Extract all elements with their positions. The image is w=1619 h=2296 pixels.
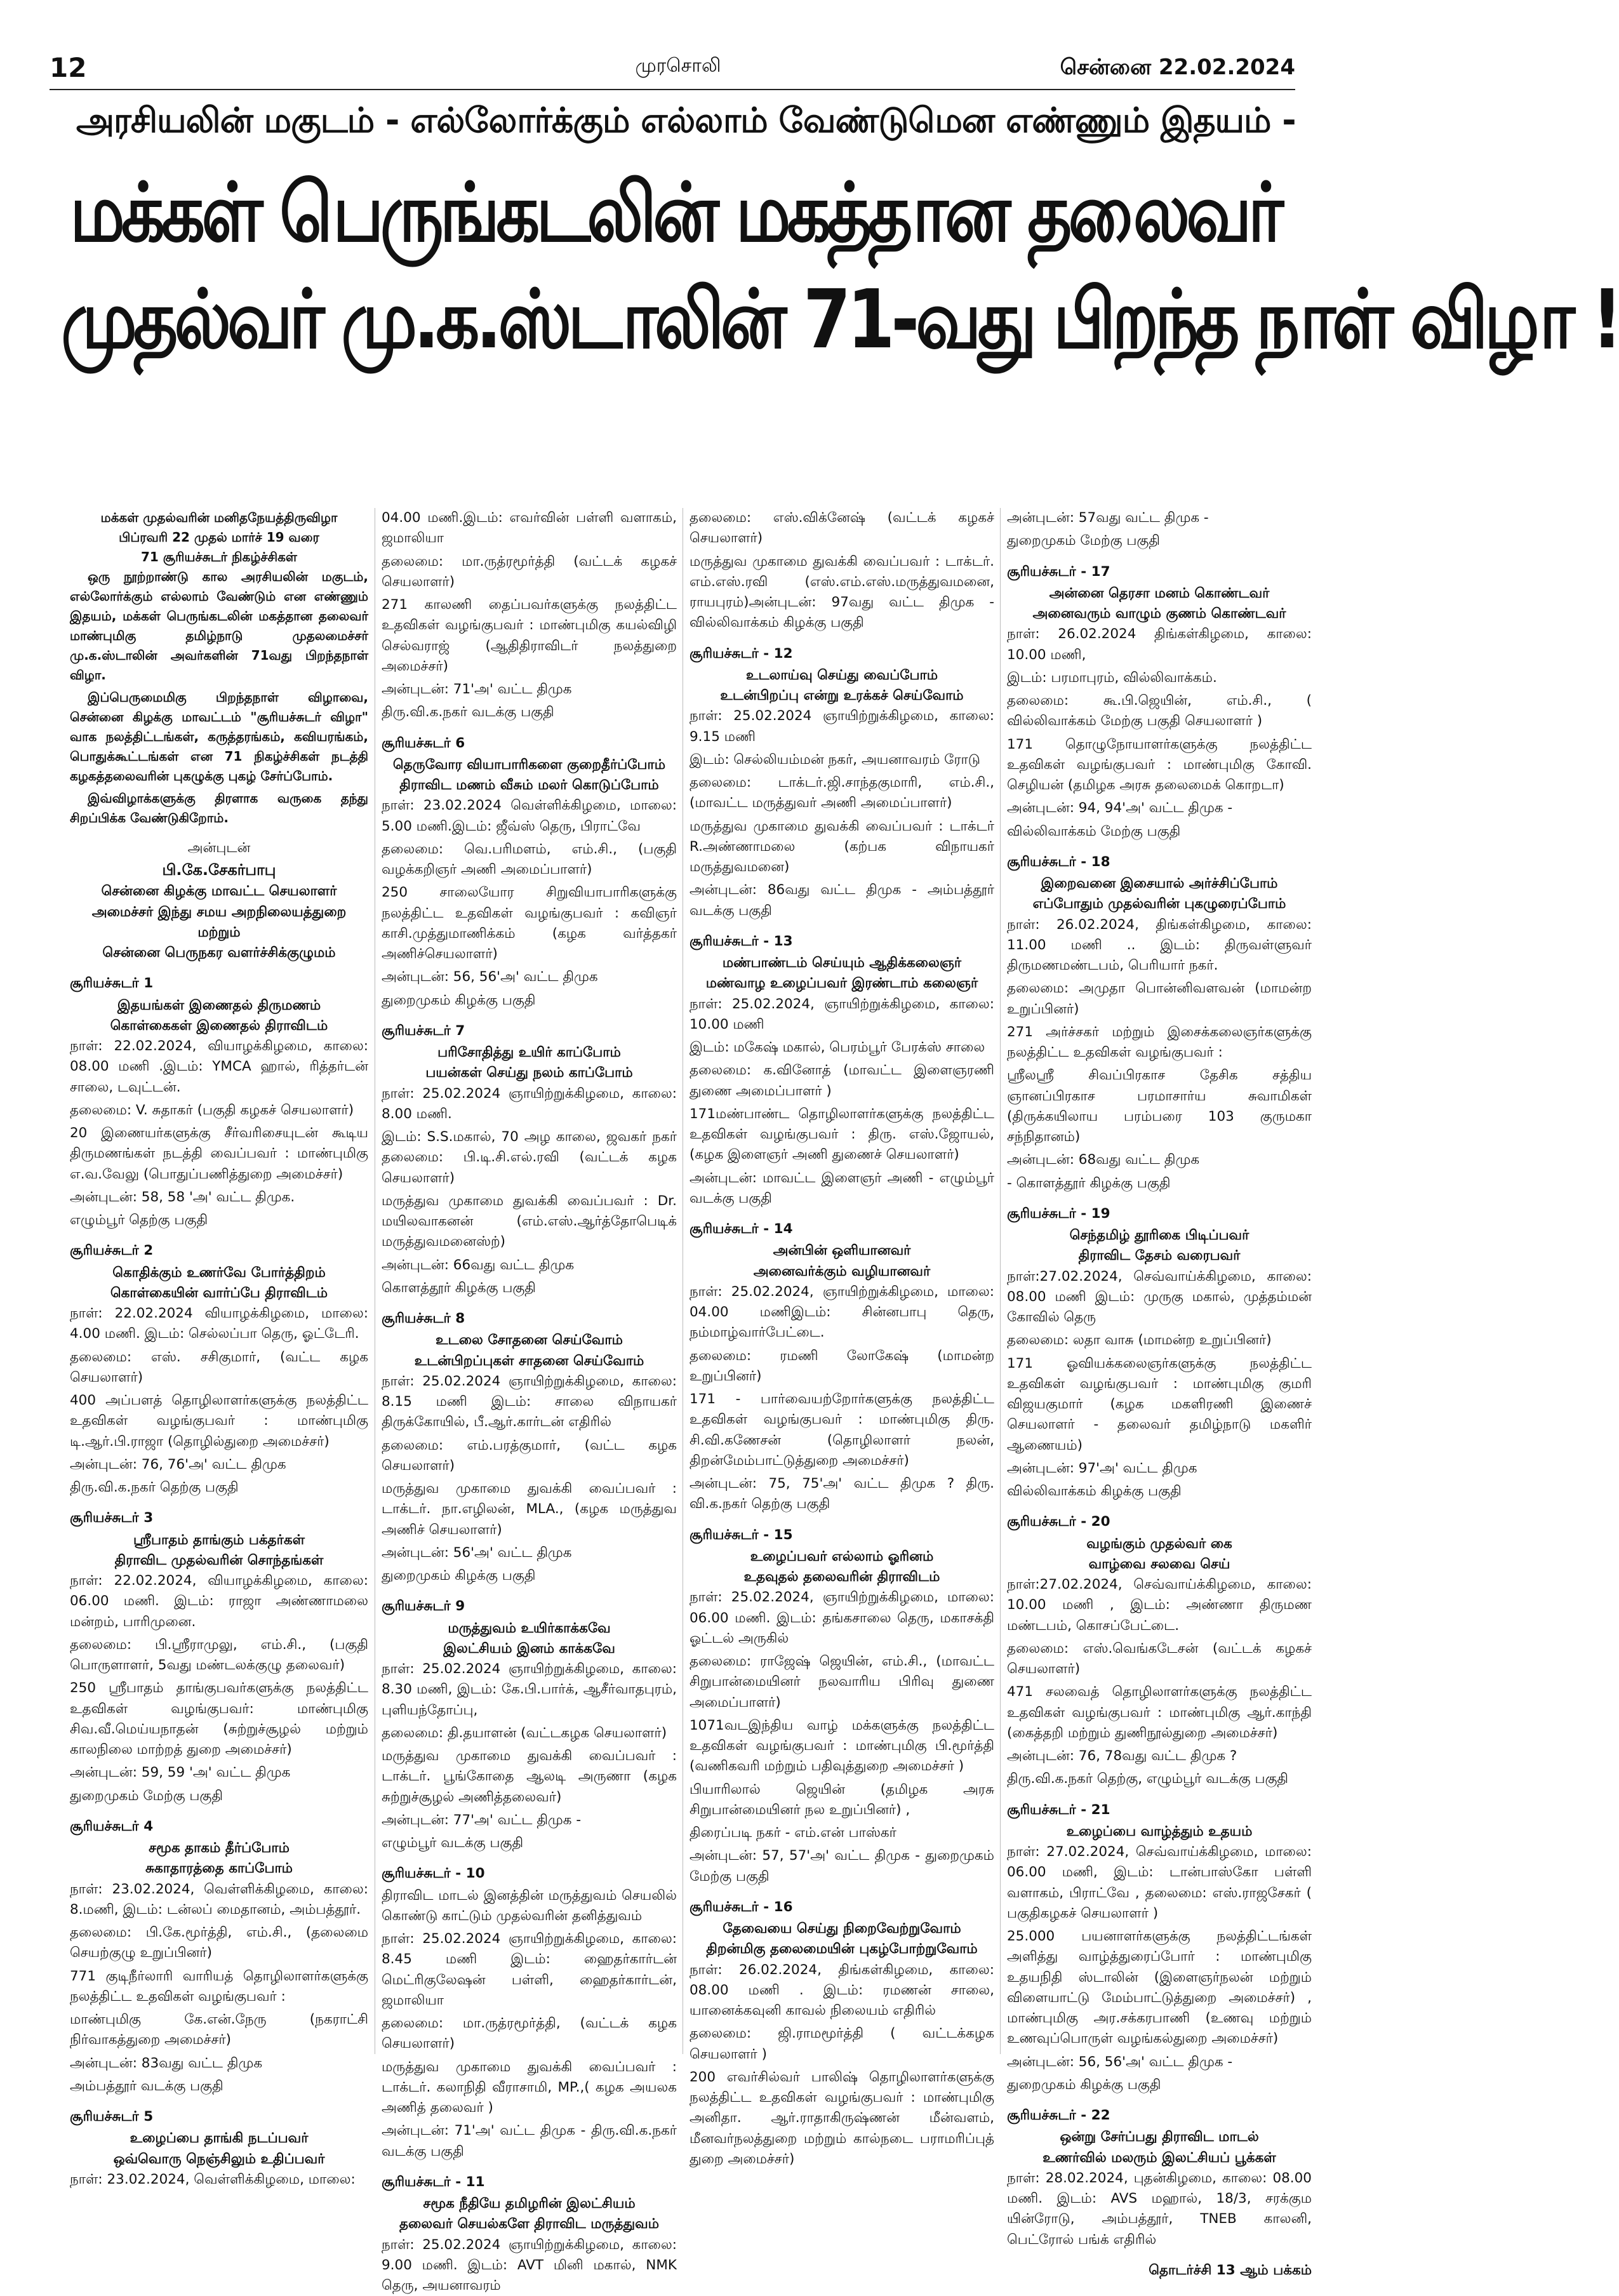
event-block (1007, 1512, 1312, 1789)
event-title: உடலாய்வு செய்து வைப்போம் (690, 665, 994, 686)
event-label: சூரியச்சுடர் - 10 (382, 1864, 677, 1884)
event-label: சூரியச்சுடர் - 22 (1007, 2106, 1312, 2126)
column-1 (70, 508, 368, 2054)
signatory-role-4: சென்னை பெருநகர வளர்ச்சிக்குழுமம் (70, 943, 368, 963)
event-line: 25.000 பயனாளர்களுக்கு நலத்திட்டங்கள் அளித்து வாழ்த்துரைப்போர் : மாண்புமிகு உதயநிதி ஸ்டாலின் (இளைஞர்நலன் மற்றும் விளையாட்டு மேம்பாட்டுத்துறை அமைச்சர்) , மாண்புமிகு அர.சக்கரபாணி (உணவு மற்றும் உணவுப்பொருள் வழங்கல்துறை அமைச்சர்) (1007, 1926, 1312, 2050)
event-title: செந்தமிழ் தூரிகை பிடிப்பவர் (1007, 1225, 1312, 1246)
event-line: துறைமுகம் கிழக்கு பகுதி (382, 1566, 677, 1586)
headline-kicker: அரசியலின் மகுடம் - எல்லோர்க்கும் எல்லாம் வேண்டுமென எண்ணும் இதயம் - (76, 100, 1016, 145)
event-block (1007, 1800, 1312, 2096)
event-line: நாள்: 23.02.2024 வெள்ளிக்கிழமை, மாலை: 5.00 மணி.இடம்: ஜீவ்ஸ் தெரு, பிராட்வே (382, 796, 677, 837)
event-line: திராவிட மாடல் இனத்தின் மருத்துவம் செயலில் கொண்டு காட்டும் முதல்வரின் தனித்துவம் (382, 1886, 677, 1927)
event-block (382, 1021, 677, 1298)
event-subtitle: அனைவர்க்கும் வழியானவர் (690, 1262, 994, 1282)
event-label: சூரியச்சுடர் - 14 (690, 1219, 994, 1239)
intro-para-2: இப்பெருமைமிகு பிறந்தநாள் விழாவை, சென்னை கிழக்கு மாவட்டம் "சூரியச்சுடர் விழா" வாக நலத்திட்டங்கள், கருத்தரங்கம், கவியரங்கம், பொதுக்கூட்டங்கள் என 71 நிகழ்ச்சிகள் நடத்தி கழகத்தலைவரின் புகழுக்கு புகழ் சேர்ப்போம். (70, 688, 368, 786)
signatory-role-1: சென்னை கிழக்கு மாவட்ட செயலாளர் (70, 881, 368, 902)
event-block (1007, 1204, 1312, 1502)
event-line: நாள்: 25.02.2024, ஞாயிற்றுக்கிழமை, காலை: 10.00 மணி (690, 994, 994, 1036)
intro-para-3: இவ்விழாக்களுக்கு திரளாக வருகை தந்து சிறப்பிக்க வேண்டுகிறோம். (70, 789, 368, 828)
event-line: வில்லிவாக்கம் மேற்கு பகுதி (1007, 822, 1312, 842)
event-subtitle: சுகாதாரத்தை காப்போம் (70, 1859, 368, 1879)
event-line: நாள்: 25.02.2024 ஞாயிற்றுக்கிழமை, காலை: 9.00 மணி. இடம்: AVT மினி மகால், NMK தெரு, அயனாவரம் (382, 2235, 677, 2296)
event-title: ஒன்று சேர்ப்பது திராவிட மாடல் (1007, 2127, 1312, 2147)
signatory-role-3: மற்றும் (70, 923, 368, 943)
event-line: நாள்: 22.02.2024, வியாழக்கிழமை, காலை: 08.00 மணி .இடம்: YMCA ஹால், ரித்தர்டன் சாலை, டவுட்டன். (70, 1036, 368, 1098)
intro-head-1: மக்கள் முதல்வரின் மனிதநேயத்திருவிழா (70, 508, 368, 528)
event-line: நாள்: 26.02.2024 திங்கள்கிழமை, காலை: 10.00 மணி, (1007, 624, 1312, 665)
event-line: 171 - பார்வையற்றோர்களுக்கு நலத்திட்ட உதவிகள் வழங்குபவர் : மாண்புமிகு திரு. சி.வி.கணேசன் (தொழிலாளர் நலன், திறன்மேம்பாட்டுத்துறை அமைச்சர்) (690, 1389, 994, 1471)
event-line: தலைமை: டாக்டர்.ஜி.சாந்தகுமாரி, எம்.சி., (மாவட்ட மருத்துவர் அணி அமைப்பாளர்) (690, 773, 994, 814)
event-title: தேவையை செய்து நிறைவேற்றுவோம் (690, 1919, 994, 1939)
event-label: சூரியச்சுடர் - 15 (690, 1525, 994, 1545)
event-subtitle: கொள்கைகள் இணைதல் திராவிடம் (70, 1016, 368, 1036)
event-line: தலைமை: ராஜேஷ் ஜெயின், எம்.சி., (மாவட்ட சிறுபான்மையினர் நலவாரிய பிரிவு துணை அமைப்பாளர்) (690, 1652, 994, 1713)
event-title: சமூக நீதியே தமிழரின் இலட்சியம் (382, 2194, 677, 2214)
event-line: தலைமை: ஜி.ராமமூர்த்தி ( வட்டக்கழக செயலாளர் ) (690, 2024, 994, 2065)
event-title: இறைவனை இசையால் அர்ச்சிப்போம் (1007, 874, 1312, 894)
event-line: அன்புடன்: 68வது வட்ட திமுக (1007, 1150, 1312, 1170)
event-line: அன்புடன்: 71'அ' வட்ட திமுக (382, 679, 677, 700)
event-line: இடம்: S.S.மகால், 70 அழ காலை, ஜவகர் நகர் தலைமை: பி.டி.சி.எல்.ரவி (வட்டக் கழக செயலாளர்) (382, 1127, 677, 1189)
intro-block (70, 508, 368, 828)
event-label: சூரியச்சுடர் 7 (382, 1021, 677, 1041)
event-label: சூரியச்சுடர் - 19 (1007, 1204, 1312, 1224)
event-line: 271 காலணி தைப்பவர்களுக்கு நலத்திட்ட உதவிகள் வழங்குபவர் : மாண்புமிகு கயல்விழி செல்வராஜ் (ஆதிதிராவிடர் நலத்துறை அமைச்சர்) (382, 595, 677, 677)
event-subtitle: அனைவரும் வாழும் குணம் கொண்டவர் (1007, 604, 1312, 624)
event-label: சூரியச்சுடர் - 20 (1007, 1512, 1312, 1532)
event-line: தலைமை: கூ.பி.ஜெயின், எம்.சி., ( வில்லிவாக்கம் மேற்கு பகுதி செயலாளர் ) (1007, 691, 1312, 732)
event-line: அன்புடன்: 76, 76'அ' வட்ட திமுக (70, 1455, 368, 1475)
event-label: சூரியச்சுடர் - 21 (1007, 1800, 1312, 1820)
event-line: அன்புடன்: 56, 56'அ' வட்ட திமுக - (1007, 2052, 1312, 2072)
event-line: 20 இணையர்களுக்கு சீர்வரிசையுடன் கூடிய திருமணங்கள் நடத்தி வைப்பவர் : மாண்புமிகு எ.வ.வேலு (பொதுப்பணித்துறை அமைச்சர்) (70, 1123, 368, 1185)
event-line: வில்லிவாக்கம் கிழக்கு பகுதி (1007, 1481, 1312, 1502)
event-subtitle: வாழ்வை சலவை செய் (1007, 1554, 1312, 1575)
event-line: எழும்பூர் தெற்கு பகுதி (70, 1210, 368, 1231)
event-line: தலைமை: மா.ருத்ரமூர்த்தி (வட்டக் கழகச் செயலாளர்) (382, 552, 677, 593)
anbudan: அன்புடன் (70, 838, 368, 858)
dateline: சென்னை 22.02.2024 (1060, 55, 1295, 83)
event-line: தலைமை: பி.ஸ்ரீராமுலு, எம்.சி., (பகுதி பொருளாளர், 5வது மண்டலக்குழு தலைவர்) (70, 1635, 368, 1676)
column-3 (683, 508, 994, 2054)
intro-head-3: 71 சூரியச்சுடர் நிகழ்ச்சிகள் (70, 547, 368, 567)
event-line: 171 தொழுநோயாளர்களுக்கு நலத்திட்ட உதவிகள் வழங்குபவர் : மாண்புமிகு கோவி. செழியன் (தமிழக அரசு தலைமைக் கொறடா) (1007, 735, 1312, 796)
intro-head-2: பிப்ரவரி 22 முதல் மார்ச் 19 வரை (70, 528, 368, 547)
column-4 (1000, 508, 1312, 2054)
event-title: உழைப்பை வாழ்த்தும் உதயம் (1007, 1822, 1312, 1842)
event-line: தலைமை: எஸ். சசிகுமார், (வட்ட கழக செயலாளர்) (70, 1347, 368, 1389)
event-line: அன்புடன்: 57, 57'அ' வட்ட திமுக - துறைமுகம் மேற்கு பகுதி (690, 1846, 994, 1887)
event-subtitle: எப்போதும் முதல்வரின் புகழுரைப்போம் (1007, 894, 1312, 914)
event-line: மருத்துவ முகாமை துவக்கி வைப்பவர் : டாக்டர். பூங்கோதை ஆலடி அருணா (கழக சுற்றுச்சூழல் அணித்தலைவர்) (382, 1746, 677, 1808)
newspaper-name: முரசொலி (0, 55, 1356, 79)
event-label: சூரியச்சுடர் - 17 (1007, 562, 1312, 582)
event-title: வழங்கும் முதல்வர் கை (1007, 1534, 1312, 1554)
event-line: அன்புடன்: 75, 75'அ' வட்ட திமுக ? திரு. வி.க.நகர் தெற்கு பகுதி (690, 1474, 994, 1515)
page-number: 12 (50, 52, 86, 83)
event-label: சூரியச்சுடர் - 18 (1007, 852, 1312, 872)
event-line: தலைமை: க.வினோத் (மாவட்ட இளைஞரணி துணை அமைப்பாளர் ) (690, 1060, 994, 1102)
event-block (690, 1219, 994, 1515)
header-rule (50, 89, 1295, 90)
event-block (70, 1508, 368, 1806)
event-line: தலைமை: லதா வாசு (மாமன்ற உறுப்பினர்) (1007, 1330, 1312, 1351)
page-header (0, 0, 1356, 95)
intro-para-1: ஒரு நூற்றாண்டு கால அரசியலின் மகுடம், எல்லோர்க்கும் எல்லாம் வேண்டும் என எண்ணும் இதயம், மக்கள் பெருங்கடலின் மகத்தான தலைவர் மாண்புமிகு தமிழ்நாடு முதலமைச்சர் மு.க.ஸ்டாலின் அவர்களின் 71வது பிறந்தநாள் விழா. (70, 567, 368, 685)
event-line: நாள்: 25.02.2024, ஞாயிற்றுக்கிழமை, மாலை: 06.00 மணி. இடம்: தங்கசாலை தெரு, மகாசக்தி ஓட்டல் அருகில் (690, 1587, 994, 1649)
event-line: 771 குடிநீர்லாரி வாரியத் தொழிலாளர்களுக்கு நலத்திட்ட உதவிகள் வழங்குபவர் : (70, 1966, 368, 2008)
event-line: கொளத்தூர் கிழக்கு பகுதி (382, 1278, 677, 1298)
event-line: தலைமை: V. சுதாகர் (பகுதி கழகச் செயலாளர்) (70, 1100, 368, 1121)
event-subtitle: திராவிட முதல்வரின் சொந்தங்கள் (70, 1551, 368, 1571)
event-line: 171மண்பாண்ட தொழிலாளர்களுக்கு நலத்திட்ட உதவிகள் வழங்குபவர் : திரு. எஸ்.ஜோயல்,(கழக இளைஞர் அணி துணைச் செயலாளர்) (690, 1104, 994, 1166)
event-subtitle: பயன்கள் செய்து நலம் காப்போம் (382, 1063, 677, 1083)
event-line: அன்புடன்: 71'அ' வட்ட திமுக - திரு.வி.க.நகர் வடக்கு பகுதி (382, 2121, 677, 2162)
event-line: தலைமை: மா.ருத்ரமூர்த்தி, (வட்டக் கழக செயலாளர்) (382, 2013, 677, 2055)
event-label: சூரியச்சுடர் 1 (70, 973, 368, 994)
event-line: துறைமுகம் கிழக்கு பகுதி (1007, 2075, 1312, 2095)
event-line: துறைமுகம் மேற்கு பகுதி (1007, 531, 1312, 551)
event-block (690, 644, 994, 921)
event-label: சூரியச்சுடர் 5 (70, 2107, 368, 2127)
event-line: நாள்: 25.02.2024 ஞாயிற்றுக்கிழமை, காலை: 8.00 மணி. (382, 1084, 677, 1125)
event-line: பியாரிலால் ஜெயின் (தமிழக அரசு சிறுபான்மையினர் நல உறுப்பினர்) , (690, 1780, 994, 1821)
signatory-name: பி.கே.சேகர்பாபு (70, 858, 368, 881)
event-line: 271 அர்ச்சகர் மற்றும் இசைக்கலைஞர்களுக்கு நலத்திட்ட உதவிகள் வழங்குபவர் : (1007, 1022, 1312, 1064)
event-title: கொதிக்கும் உணர்வே போர்த்திறம் (70, 1263, 368, 1283)
event-title: அன்பின் ஒளியானவர் (690, 1241, 994, 1261)
event-subtitle: மண்வாழ உழைப்பவர் இரண்டாம் கலைஞர் (690, 973, 994, 994)
event-block (1007, 508, 1312, 552)
event-line: அன்புடன்: 56'அ' வட்ட திமுக (382, 1543, 677, 1563)
event-line: 200 எவர்சில்வர் பாலிஷ் தொழிலாளர்களுக்கு நலத்திட்ட உதவிகள் வழங்குபவர் : மாண்புமிகு அனிதா. ஆர்.ராதாகிருஷ்ணன் மீன்வளம், மீனவர்நலத்துறை மற்றும் கால்நடை பராமரிப்புத் துறை அமைச்சர்) (690, 2067, 994, 2170)
event-line: அன்புடன்: 77'அ' வட்ட திமுக - (382, 1810, 677, 1831)
event-line: திரைப்படி நகர் - எம்.என் பாஸ்கர் (690, 1823, 994, 1843)
event-line: தலைமை: ரமணி லோகேஷ் (மாமன்ற உறுப்பினர்) (690, 1346, 994, 1387)
event-subtitle: திராவிட தேசம் வரைபவர் (1007, 1246, 1312, 1266)
event-subtitle: திறன்மிகு தலைமையின் புகழ்போற்றுவோம் (690, 1939, 994, 1959)
event-line: அன்புடன்: மாவட்ட இளைஞர் அணி - எழும்பூர் வடக்கு பகுதி (690, 1168, 994, 1210)
event-line: துறைமுகம் கிழக்கு பகுதி (382, 991, 677, 1011)
event-line: 250 சாலையோர சிறுவியாபாரிகளுக்கு நலத்திட்ட உதவிகள் வழங்குபவர் : கவிஞர் காசி.முத்துமாணிக்கம் (கழக வர்த்தகர் அணிச்செயலாளர்) (382, 883, 677, 964)
event-block (1007, 562, 1312, 842)
event-line: அன்புடன்: 83வது வட்ட திமுக (70, 2053, 368, 2074)
event-label: சூரியச்சுடர் - 12 (690, 644, 994, 664)
event-line: 1071வடஇந்திய வாழ் மக்களுக்கு நலத்திட்ட உதவிகள் வழங்குபவர் : மாண்புமிகு பி.மூர்த்தி (வணிகவரி மற்றும் பதிவுத்துறை அமைச்சர் ) (690, 1716, 994, 1777)
event-subtitle: உதவுதல் தலைவரின் திராவிடம் (690, 1567, 994, 1587)
event-line: நாள்: 27.02.2024, செவ்வாய்க்கிழமை, மாலை: 06.00 மணி, இடம்: டான்பாஸ்கோ பள்ளி வளாகம், பிராட்வே , தலைமை: எஸ்.ராஜசேகர் ( பகுதிகழகச் செயலாளர் ) (1007, 1842, 1312, 1924)
event-list-col1 (70, 973, 368, 2190)
event-title: தெருவோர வியாபாரிகளை குறைதீர்ப்போம் (382, 755, 677, 775)
event-block (690, 931, 994, 1209)
event-line: அன்புடன்: 57வது வட்ட திமுக - (1007, 508, 1312, 528)
event-line: ஸ்ரீலஸ்ரீ சிவப்பிரகாச தேசிக சத்திய ஞானப்பிரகாச பரமாசார்ய சுவாமிகள் (திருக்கயிலாய பரம்பரை 103 குருமகா சந்நிதானம்) (1007, 1065, 1312, 1147)
event-subtitle: தலைவர் செயல்களே திராவிட மருத்துவம் (382, 2214, 677, 2234)
event-block (382, 1309, 677, 1586)
event-title: உழைப்பை தாங்கி நடப்பவர் (70, 2128, 368, 2149)
event-line: அன்புடன்: 76, 78வது வட்ட திமுக ? (1007, 1746, 1312, 1766)
event-label: சூரியச்சுடர் 4 (70, 1817, 368, 1837)
event-line: நாள்:27.02.2024, செவ்வாய்க்கிழமை, காலை: 10.00 மணி , இடம்: அண்ணா திருமண மண்டபம், கொசப்பேட்டை. (1007, 1575, 1312, 1636)
event-block (70, 1241, 368, 1498)
event-block (382, 1864, 677, 2162)
event-label: சூரியச்சுடர் - 13 (690, 931, 994, 952)
event-line: அன்புடன்: 97'அ' வட்ட திமுக (1007, 1458, 1312, 1479)
event-line: மருத்துவ முகாமை துவக்கி வைப்பவர் : Dr. மயிலவாகனன் (எம்.எஸ்.ஆர்த்தோபெடிக் மருத்துவமனைஸ்ற்) (382, 1191, 677, 1253)
event-line: மருத்துவ முகாமை துவக்கி வைப்பவர் : டாக்டர். நா.எழிலன், MLA., (கழக மருத்துவ அணிச் செயலாளர்) (382, 1479, 677, 1540)
event-line: இடம்: செல்லியம்மன் நகர், அயனாவரம் ரோடு (690, 750, 994, 770)
event-line: 250 ஸ்ரீபாதம் தாங்குபவர்களுக்கு நலத்திட்ட உதவிகள் வழங்குபவர்: மாண்புமிகு சிவ.வீ.மெய்யநாதன் (சுற்றுச்சூழல் மற்றும் காலநிலை மாற்றத் துறை அமைச்சர்) (70, 1678, 368, 1760)
event-block (382, 2172, 677, 2296)
event-block (1007, 852, 1312, 1194)
event-title: இதயங்கள் இணைதல் திருமணம் (70, 996, 368, 1016)
event-line: துறைமுகம் மேற்கு பகுதி (70, 1786, 368, 1806)
event-line: திரு.வி.க.நகர் தெற்கு, எழும்பூர் வடக்கு பகுதி (1007, 1769, 1312, 1789)
event-title: பரிசோதித்து உயிர் காப்போம் (382, 1043, 677, 1063)
event-line: நாள்: 23.02.2024, வெள்ளிக்கிழமை, காலை: 8.மணி, இடம்: டன்லப் மைதானம், அம்பத்தூர். (70, 1879, 368, 1921)
continuation-note: தொடர்ச்சி 13 ஆம் பக்கம் (1007, 2260, 1312, 2281)
event-label: சூரியச்சுடர் - 11 (382, 2172, 677, 2193)
event-line: மருத்துவ முகாமை துவக்கி வைப்பவர் : டாக்டர் R.அண்ணாமலை (கற்பக விநாயகர் மருத்துவமனை) (690, 817, 994, 878)
event-line: 04.00 மணி.இடம்: எவர்வின் பள்ளி வளாகம், ஜமாலியா (382, 508, 677, 549)
event-subtitle: திராவிட மணம் வீசும் மலர் கொடுப்போம் (382, 775, 677, 796)
event-line: நாள்: 25.02.2024 ஞாயிற்றுக்கிழமை, காலை: 8.30 மணி, இடம்: கே.பி.பார்க், ஆசீர்வாதபுரம், புளியந்தோப்பு, (382, 1659, 677, 1721)
event-subtitle: உடன்பிறப்பு என்று உரக்கச் செய்வோம் (690, 686, 994, 706)
event-line: அம்பத்தூர் வடக்கு பகுதி (70, 2076, 368, 2097)
event-line: நாள்: 23.02.2024, வெள்ளிக்கிழமை, மாலை: (70, 2170, 368, 2190)
event-line: 471 சலவைத் தொழிலாளர்களுக்கு நலத்திட்ட உதவிகள் வழங்குபவர் : மாண்புமிகு ஆர்.காந்தி (கைத்தறி மற்றும் துணிநூல்துறை அமைச்சர்) (1007, 1682, 1312, 1744)
event-line: தலைமை: எம்.பரத்குமார், (வட்ட கழக செயலாளர்) (382, 1436, 677, 1477)
event-label: சூரியச்சுடர் 9 (382, 1596, 677, 1617)
event-line: மருத்துவ முகாமை துவக்கி வைப்பவர் : டாக்டர். கலாநிதி வீராசாமி, MP.,( கழக அயலக அணித் தலைவர் ) (382, 2057, 677, 2119)
event-subtitle: இலட்சியம் இனம் காக்கவே (382, 1639, 677, 1659)
event-subtitle: உடன்பிறப்புகள் சாதனை செய்வோம் (382, 1351, 677, 1372)
event-title: மண்பாண்டம் செய்யும் ஆதிக்கலைஞர் (690, 953, 994, 973)
event-block (690, 1897, 994, 2170)
event-title: சமூக தாகம் தீர்ப்போம் (70, 1838, 368, 1859)
event-label: சூரியச்சுடர் 3 (70, 1508, 368, 1528)
event-block (690, 508, 994, 634)
event-block (382, 1596, 677, 1853)
event-line: அன்புடன்: 56, 56'அ' வட்ட திமுக (382, 967, 677, 987)
event-list-col4 (1007, 508, 1312, 2250)
event-line: தலைமை: வெ.பரிமளம், எம்.சி., (பகுதி வழக்கறிஞர் அணி அமைப்பாளர்) (382, 839, 677, 881)
column-2 (375, 508, 677, 2054)
event-block (70, 2107, 368, 2190)
event-line: தலைமை: அமுதா பொன்னிவளவன் (மாமன்ற உறுப்பினர்) (1007, 978, 1312, 1020)
headline-title-line-1: மக்கள் பெருங்கடலின் மகத்தான தலைவர் (70, 166, 1086, 271)
event-line: 400 அப்பளத் தொழிலாளர்களுக்கு நலத்திட்ட உதவிகள் வழங்குபவர் : மாண்புமிகு டி.ஆர்.பி.ராஜா (தொழில்துறை அமைச்சர்) (70, 1391, 368, 1452)
event-title: ஸ்ரீபாதம் தாங்கும் பக்தர்கள் (70, 1530, 368, 1551)
event-label: சூரியச்சுடர் 8 (382, 1309, 677, 1329)
event-line: அன்புடன்: 66வது வட்ட திமுக (382, 1255, 677, 1276)
event-subtitle: ஒவ்வொரு நெஞ்சிலும் உதிப்பவர் (70, 2149, 368, 2170)
event-line: தலைமை: எஸ்.வெங்கடேசன் (வட்டக் கழகச் செயலாளர்) (1007, 1639, 1312, 1680)
event-block (70, 973, 368, 1231)
event-line: - கொளத்தூர் கிழக்கு பகுதி (1007, 1173, 1312, 1194)
event-line: தலைமை: எஸ்.விக்னேஷ் (வட்டக் கழகச் செயலாளர்) (690, 508, 994, 549)
event-line: மருத்துவ முகாமை துவக்கி வைப்பவர் : டாக்டர். எம்.எஸ்.ரவி (எஸ்.எம்.எஸ்.மருத்துவமனை, ராயபுரம்)அன்புடன்: 97வது வட்ட திமுக - வில்லிவாக்கம் கிழக்கு பகுதி (690, 552, 994, 634)
event-line: அன்புடன்: 58, 58 'அ' வட்ட திமுக. (70, 1187, 368, 1208)
event-block (70, 1817, 368, 2097)
event-line: நாள்: 25.02.2024 ஞாயிற்றுக்கிழமை, காலை: 8.45 மணி இடம்: ஹைதர்கார்டன் மெட்ரிகுலேஷன் பள்ளி, ஹைதர்கார்டன், ஜமாலியா (382, 1929, 677, 2011)
event-title: உழைப்பவர் எல்லாம் ஓரினம் (690, 1547, 994, 1567)
event-line: மாண்புமிகு கே.என்.நேரு (நகராட்சி நிர்வாகத்துறை அமைச்சர்) (70, 2010, 368, 2051)
event-line: தலைமை: பி.கே.மூர்த்தி, எம்.சி., (தலைமை செயற்குழு உறுப்பினர்) (70, 1923, 368, 1964)
event-subtitle: உணர்வில் மலரும் இலட்சியப் பூக்கள் (1007, 2148, 1312, 2168)
event-line: நாள்: 25.02.2024, ஞாயிற்றுக்கிழமை, மாலை: 04.00 மணிஇடம்: சின்னபாபு தெரு, நம்மாழ்வார்பேட்டை. (690, 1282, 994, 1344)
event-block (382, 733, 677, 1011)
event-block (690, 1525, 994, 1887)
event-line: நாள்: 22.02.2024, வியாழக்கிழமை, காலை: 06.00 மணி. இடம்: ராஜா அண்ணாமலை மன்றம், பாரிமுனை. (70, 1571, 368, 1632)
event-label: சூரியச்சுடர் 2 (70, 1241, 368, 1261)
event-list-col3 (690, 508, 994, 2170)
event-line: நாள்: 25.02.2024 ஞாயிற்றுக்கிழமை, காலை: 9.15 மணி (690, 706, 994, 747)
event-label: சூரியச்சுடர் - 16 (690, 1897, 994, 1918)
event-line: நாள்: 28.02.2024, புதன்கிழமை, காலை: 08.00 மணி. இடம்: AVS மஹால், 18/3, சரக்கும யின்ரோடு, அம்பத்தூர், TNEB காலனி, பெட்ரோல் பங்க் எதிரில் (1007, 2168, 1312, 2250)
event-line: அன்புடன்: 94, 94'அ' வட்ட திமுக - (1007, 798, 1312, 818)
event-line: நாள்: 22.02.2024 வியாழக்கிழமை, மாலை: 4.00 மணி. இடம்: செல்லப்பா தெரு, ஓட்டேரி. (70, 1304, 368, 1345)
event-line: திரு.வி.க.நகர் வடக்கு பகுதி (382, 702, 677, 723)
event-line: எழும்பூர் வடக்கு பகுதி (382, 1833, 677, 1853)
event-subtitle: கொள்கையின் வார்ப்பே திராவிடம் (70, 1283, 368, 1304)
event-label: சூரியச்சுடர் 6 (382, 733, 677, 754)
event-line: நாள்: 25.02.2024 ஞாயிற்றுக்கிழமை, காலை: 8.15 மணி இடம்: சாலை விநாயகர் திருக்கோயில், பீ.ஆர்.கார்டன் எதிரில் (382, 1372, 677, 1433)
event-line: இடம்: பரமாபுரம், வில்லிவாக்கம். (1007, 668, 1312, 688)
event-title: மருத்துவம் உயிர்காக்கவே (382, 1619, 677, 1639)
signature-block (70, 838, 368, 963)
event-line: தலைமை: தி.தயாளன் (வட்டகழக செயலாளர்) (382, 1723, 677, 1744)
event-line: திரு.வி.க.நகர் தெற்கு பகுதி (70, 1478, 368, 1498)
event-block (1007, 2106, 1312, 2250)
event-line: நாள்: 26.02.2024, திங்கள்கிழமை, காலை: 11.00 மணி .. இடம்: திருவள்ளுவர் திருமணமண்டபம், பெரியார் நகர். (1007, 915, 1312, 977)
event-line: இடம்: மகேஷ் மகால், பெரம்பூர் பேரக்ஸ் சாலை (690, 1038, 994, 1058)
event-line: அன்புடன்: 59, 59 'அ' வட்ட திமுக (70, 1763, 368, 1783)
event-line: 171 ஓவியக்கலைஞர்களுக்கு நலத்திட்ட உதவிகள் வழங்குபவர் : மாண்புமிகு குமரி விஜயகுமார் (கழக மகளிரணி இணைச் செயலாளர் - தலைவர் தமிழ்நாடு மகளிர் ஆணையம்) (1007, 1354, 1312, 1456)
event-line: அன்புடன்: 86வது வட்ட திமுக - அம்பத்தூர் வடக்கு பகுதி (690, 880, 994, 921)
event-title: உடலை சோதனை செய்வோம் (382, 1330, 677, 1351)
event-list-col2 (382, 508, 677, 2296)
headline-title-line-2: முதல்வர் மு.க.ஸ்டாலின் 71-வது பிறந்த நாள் விழா ! (61, 273, 1109, 378)
event-title: அன்னை தெரசா மனம் கொண்டவர் (1007, 584, 1312, 604)
event-block (382, 508, 677, 723)
event-line: நாள்:27.02.2024, செவ்வாய்க்கிழமை, காலை: 08.00 மணி இடம்: முருகு மகால், முத்தம்மன் கோவில் தெரு (1007, 1267, 1312, 1328)
event-line: நாள்: 26.02.2024, திங்கள்கிழமை, காலை: 08.00 மணி . இடம்: ரமணன் சாலை, யானைக்கவுனி காவல் நிலையம் எதிரில் (690, 1960, 994, 2022)
signatory-role-2: அமைச்சர் இந்து சமய அறநிலையத்துறை (70, 902, 368, 923)
